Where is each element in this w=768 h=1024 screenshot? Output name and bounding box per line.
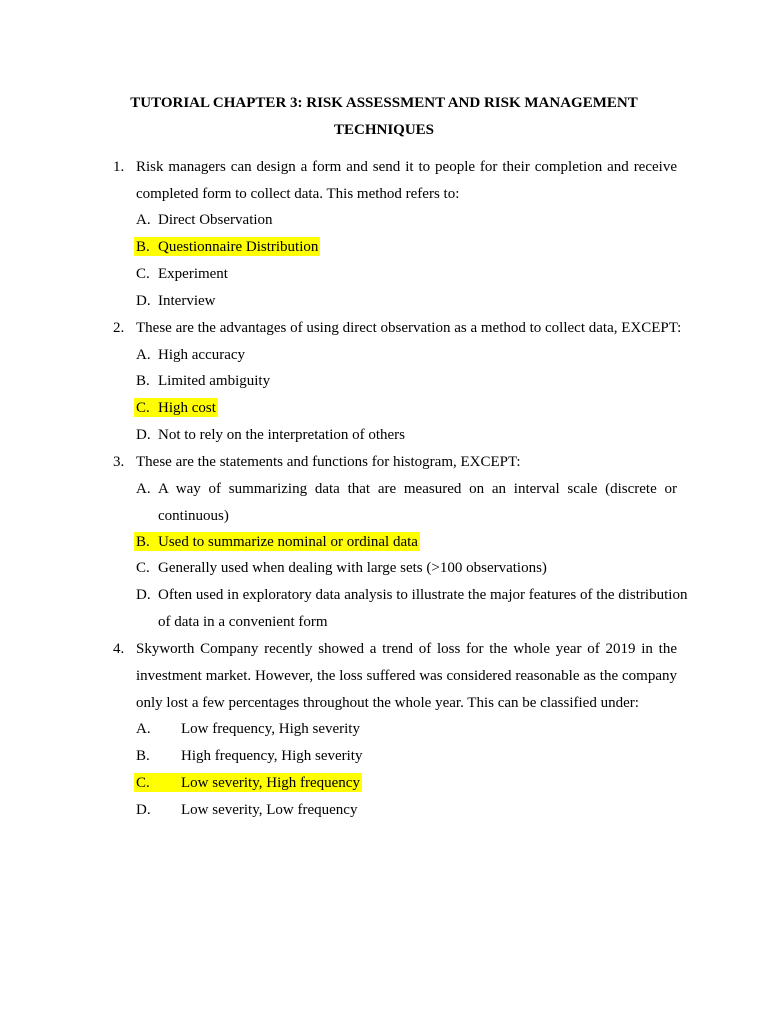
question-number: 4.: [113, 641, 125, 657]
option-text: of data in a convenient form: [158, 614, 328, 630]
option-letter: D.: [136, 427, 151, 443]
option-text: Low severity, Low frequency: [181, 802, 358, 818]
option-letter: D.: [136, 293, 151, 309]
option-letter: C.: [136, 775, 150, 791]
option-text: Low frequency, High severity: [181, 721, 360, 737]
question-text: Risk managers can design a form and send it to people for their completion and receive: [136, 159, 677, 175]
option-letter: C.: [136, 560, 150, 576]
option-letter: B.: [136, 748, 150, 764]
question-number: 3.: [113, 454, 125, 470]
option-text-correct: Used to summarize nominal or ordinal data: [158, 534, 418, 550]
option-letter: D.: [136, 587, 151, 603]
option-letter: B.: [136, 239, 150, 255]
option-text: Limited ambiguity: [158, 373, 271, 389]
option-letter: C.: [136, 266, 150, 282]
option-letter: B.: [136, 373, 150, 389]
question-text: These are the statements and functions for histogram, EXCEPT:: [136, 454, 521, 470]
question-text: Skyworth Company recently showed a trend of loss for the whole year of 2019 in the: [136, 641, 677, 657]
option-text-correct: High cost: [158, 400, 216, 416]
option-text: Interview: [158, 293, 216, 309]
option-letter: C.: [136, 400, 150, 416]
option-letter: A.: [136, 481, 151, 497]
option-letter: A.: [136, 212, 151, 228]
option-letter: D.: [136, 802, 151, 818]
option-text: continuous): [158, 508, 229, 524]
option-letter: A.: [136, 347, 151, 363]
question-text: completed form to collect data. This method refers to:: [136, 186, 460, 202]
option-letter: A.: [136, 721, 151, 737]
question-number: 1.: [113, 159, 125, 175]
question-text: only lost a few percentages throughout the whole year. This can be classified under:: [136, 695, 639, 711]
option-text: Not to rely on the interpretation of others: [158, 427, 406, 443]
question-number: 2.: [113, 320, 125, 336]
option-text: Generally used when dealing with large sets (>100 observations): [158, 560, 547, 576]
option-text: Experiment: [158, 266, 228, 282]
document-title-line-1: TUTORIAL CHAPTER 3: RISK ASSESSMENT AND RISK MANAGEMENT: [130, 95, 638, 111]
option-letter: B.: [136, 534, 150, 550]
option-text: High accuracy: [158, 347, 246, 363]
option-text-correct: Low severity, High frequency: [181, 775, 360, 791]
option-text-correct: Questionnaire Distribution: [158, 239, 319, 255]
option-text: Often used in exploratory data analysis to illustrate the major features of the distribution: [158, 587, 688, 603]
question-text: investment market. However, the loss suffered was considered reasonable as the company: [136, 668, 677, 684]
document-title-line-2: TECHNIQUES: [333, 122, 435, 138]
option-text: High frequency, High severity: [181, 748, 363, 764]
option-text: Direct Observation: [158, 212, 273, 228]
option-text: A way of summarizing data that are measured on an interval scale (discrete or: [158, 481, 677, 497]
question-text: These are the advantages of using direct observation as a method to collect data, EXCEPT:: [136, 320, 682, 336]
